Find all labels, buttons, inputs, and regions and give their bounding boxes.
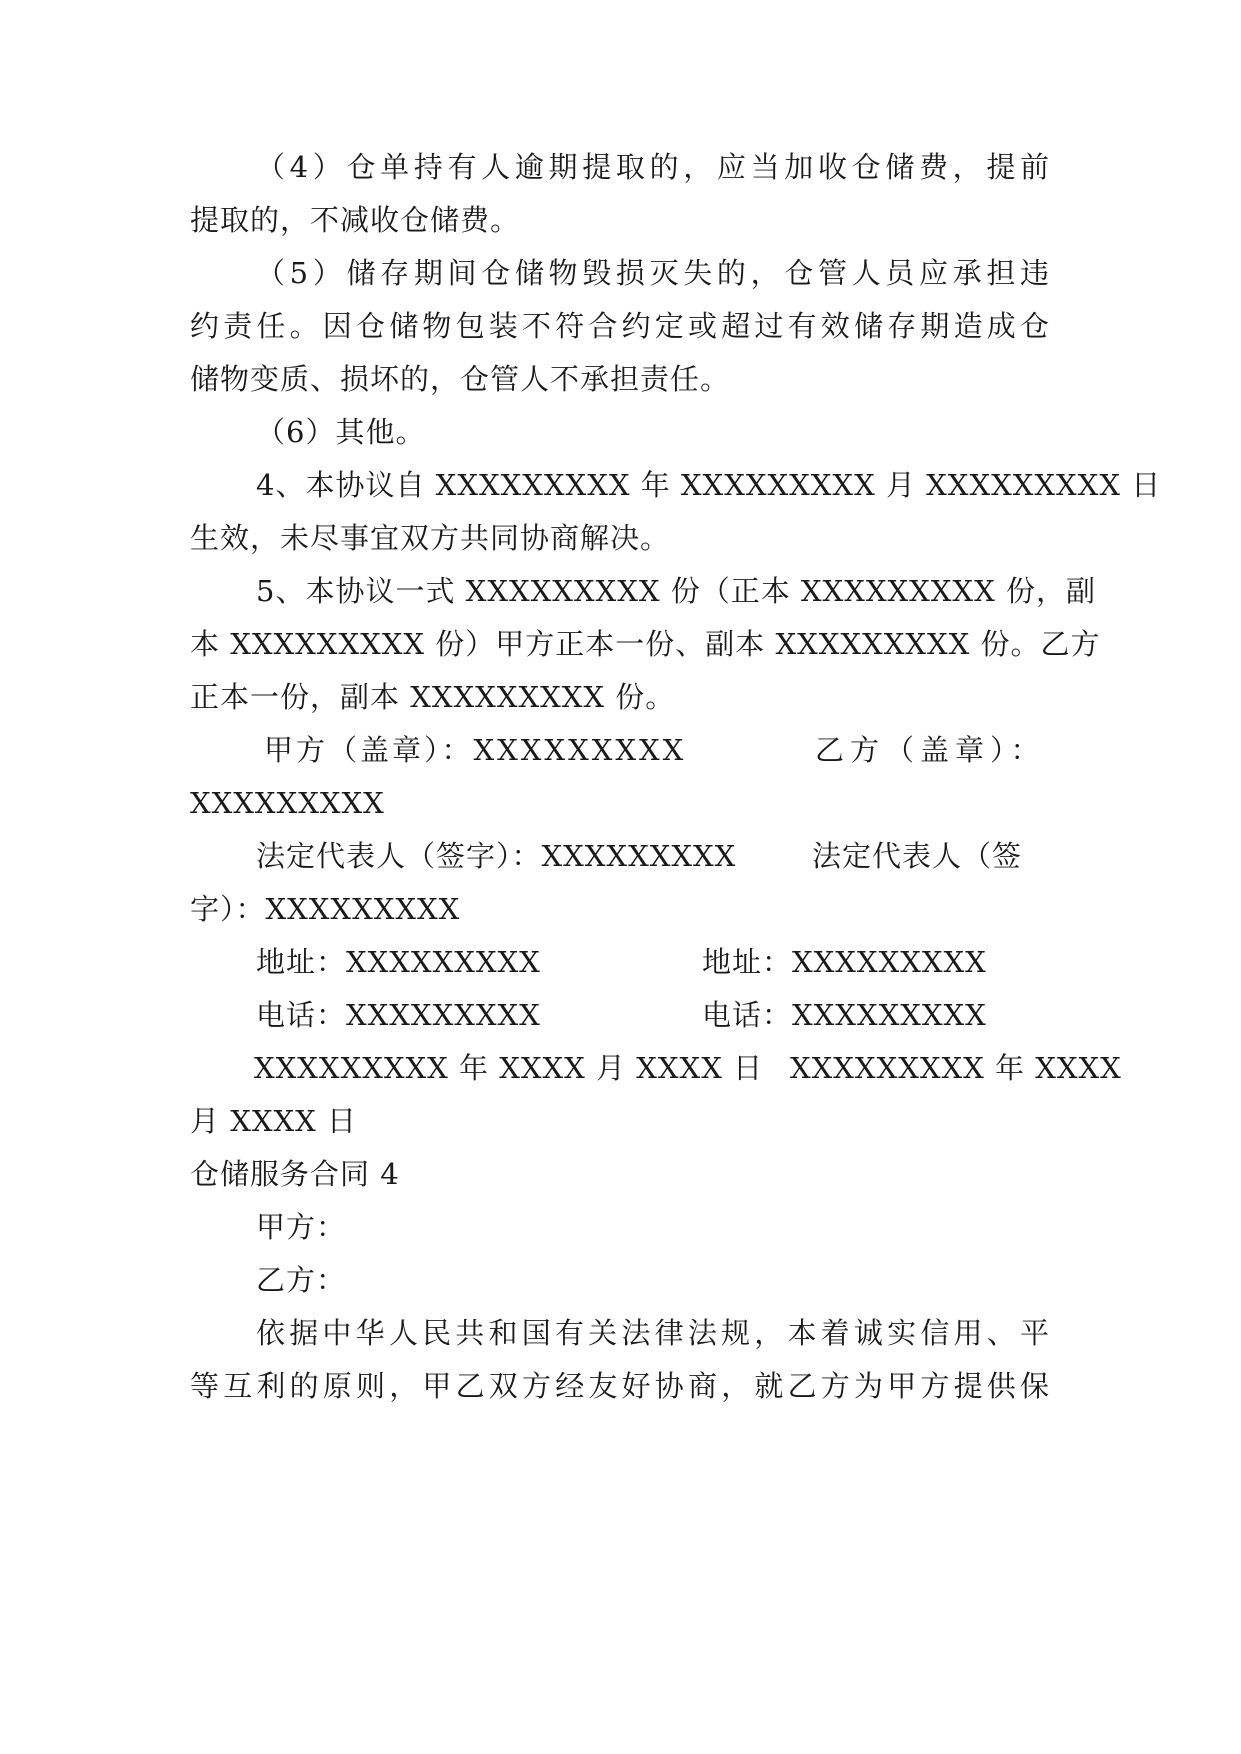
party-b-seal-value: XXXXXXXXX xyxy=(190,786,385,820)
party-a-seal: 甲方（盖章）：XXXXXXXXX xyxy=(264,733,687,767)
party-a-address: 地址：XXXXXXXXX xyxy=(256,945,541,979)
clause-4-line-1: （4）仓单持有人逾期提取的，应当加收仓储费，提前 xyxy=(256,150,1050,184)
party-b-seal: 乙方（盖章）： xyxy=(815,733,1046,767)
clause-5-line-2: 约责任。因仓储物包装不符合约定或超过有效储存期造成仓 xyxy=(190,309,1050,343)
clause-6: （6）其他。 xyxy=(256,415,426,449)
party-a-phone: 电话：XXXXXXXXX xyxy=(256,998,541,1032)
article-4-line-1: 4、本协议自 XXXXXXXXX 年 XXXXXXXXX 月 XXXXXXXXX 日 xyxy=(256,468,1162,502)
party-b-date-part-2: 月 XXXX 日 xyxy=(190,1104,358,1138)
contract-4-party-b: 乙方： xyxy=(256,1263,347,1297)
party-a-date: XXXXXXXXX 年 XXXX 月 XXXX 日 xyxy=(254,1051,764,1085)
party-a-representative: 法定代表人（签字）：XXXXXXXXX xyxy=(256,839,737,873)
clause-5-line-1: （5）储存期间仓储物毁损灭失的，仓管人员应承担违 xyxy=(256,256,1050,290)
article-5-line-1: 5、本协议一式 XXXXXXXXX 份（正本 XXXXXXXXX 份，副 xyxy=(256,574,1096,608)
party-b-representative-part-1: 法定代表人（签 xyxy=(812,839,1023,873)
article-4-line-2: 生效，未尽事宜双方共同协商解决。 xyxy=(190,521,671,555)
contract-4-party-a: 甲方： xyxy=(256,1210,347,1244)
article-5-line-3: 正本一份，副本 XXXXXXXXX 份。 xyxy=(190,680,676,714)
party-b-phone: 电话：XXXXXXXXX xyxy=(702,998,987,1032)
contract-4-title: 仓储服务合同 4 xyxy=(190,1157,400,1191)
clause-5-line-3: 储物变质、损坏的，仓管人不承担责任。 xyxy=(190,362,731,396)
contract-4-intro-line-1: 依据中华人民共和国有关法律法规，本着诚实信用、平 xyxy=(256,1316,1050,1350)
party-b-date-part-1: XXXXXXXXX 年 XXXX xyxy=(790,1051,1122,1085)
party-b-representative-part-2: 字）：XXXXXXXXX xyxy=(190,892,461,926)
contract-4-intro-line-2: 等互利的原则，甲乙双方经友好协商，就乙方为甲方提供保 xyxy=(190,1369,1050,1403)
article-5-line-2: 本 XXXXXXXXX 份）甲方正本一份、副本 XXXXXXXXX 份。乙方 xyxy=(190,627,1101,661)
clause-4-line-2: 提取的，不减收仓储费。 xyxy=(190,203,521,237)
party-b-address: 地址：XXXXXXXXX xyxy=(702,945,987,979)
